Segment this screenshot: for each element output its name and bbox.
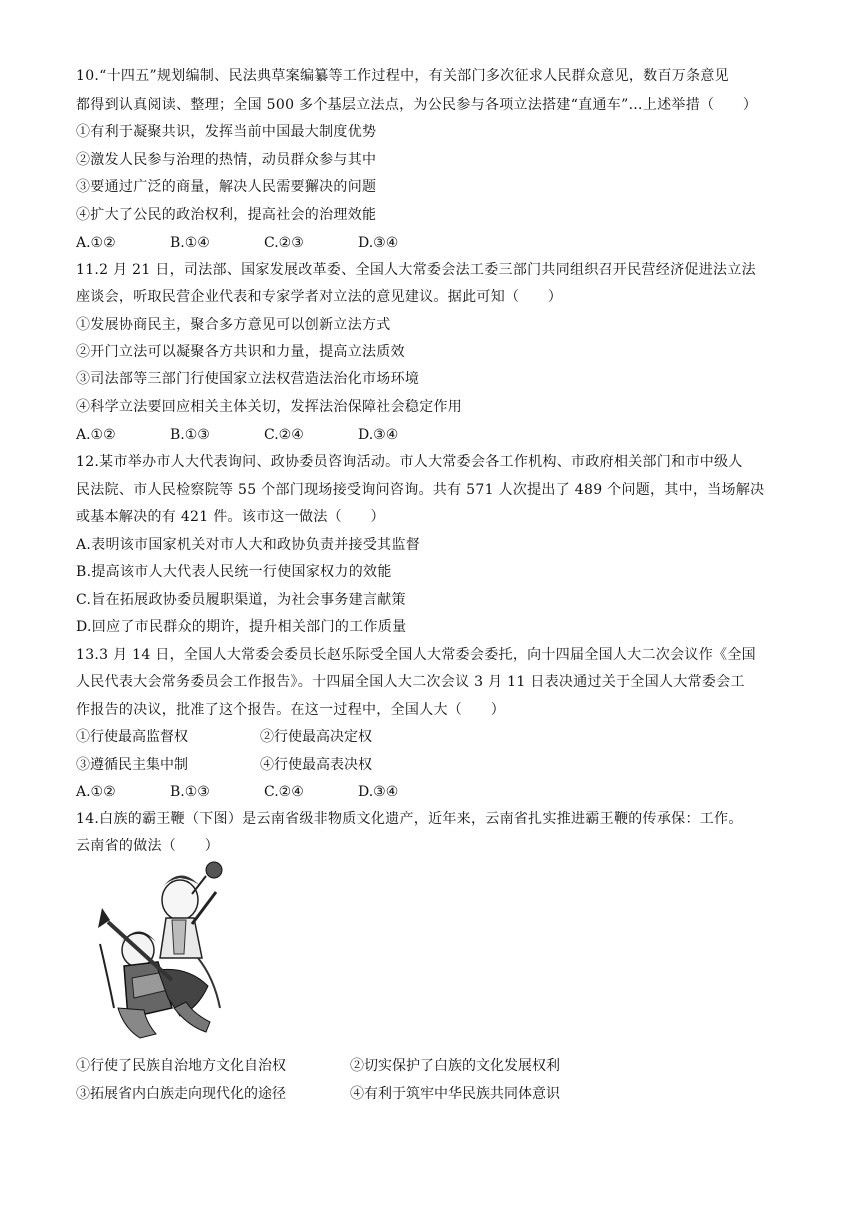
- q10-option-b[interactable]: B.①④: [170, 235, 210, 251]
- q13-options: [76, 782, 452, 802]
- q10-stem-line1: 10.“十四五”规划编制、民法典草案编纂等工作过程中，有关部门多次征求人民群众意见，数百万条意见: [76, 68, 729, 84]
- q13-item-4: ④行使最高表决权: [260, 757, 372, 773]
- q12-stem-line1: 12.某市举办市人大代表询问、政协委员咨询活动。市人大常委会各工作机构、市政府相关部门和市中级人: [76, 454, 743, 470]
- q10-option-c[interactable]: C.②③: [264, 235, 304, 251]
- q14-item-3: ③拓展省内白族走向现代化的途径: [76, 1086, 286, 1102]
- q13-items-row2: [76, 755, 372, 775]
- q11-options: [76, 425, 452, 445]
- q11-item-1: ①发展协商民主，聚合多方意见可以创新立法方式: [76, 317, 391, 333]
- q11-stem-line1: 11.2 月 21 日，司法部、国家发展改革委、全国人大常委会法工委三部门共同组织召开民营经济促进法立法: [76, 262, 756, 278]
- q12-stem-line3: 或基本解决的有 421 件。该市这一做法（ ）: [76, 509, 385, 525]
- q11-option-d[interactable]: D.③④: [358, 427, 399, 443]
- q13-option-b[interactable]: B.①③: [170, 784, 210, 800]
- q13-stem-line1: 13.3 月 14 日，全国人大常委会委员长赵乐际受全国人大常委会委托，向十四届全国人大二次会议作《全国: [76, 647, 756, 663]
- q11-item-4: ④科学立法要回应相关主体关切，发挥法治保障社会稳定作用: [76, 399, 463, 415]
- q10-options: [76, 233, 452, 253]
- q12-stem-line2: 民法院、市人民检察院等 55 个部门现场接受询问咨询。共有 571 人次提出了 489 个问题，其中，当场解决: [76, 482, 765, 498]
- q12-choice-b[interactable]: B.提高该市人大代表人民统一行使国家权力的效能: [76, 564, 392, 580]
- q10-item-1: ①有利于凝聚共识，发挥当前中国最大制度优势: [76, 124, 377, 140]
- q12-choice-c[interactable]: C.旨在拓展政协委员履职渠道，为社会事务建言献策: [76, 592, 406, 608]
- q11-option-c[interactable]: C.②④: [264, 427, 304, 443]
- q10-item-4: ④扩大了公民的政治权利，提高社会的治理效能: [76, 207, 377, 223]
- q13-option-c[interactable]: C.②④: [264, 784, 304, 800]
- q14-stem-line2: 云南省的做法（ ）: [76, 838, 219, 854]
- q12-choice-a[interactable]: A.表明该市国家机关对市人大和政协负责并接受其监督: [76, 537, 421, 553]
- q10-option-d[interactable]: D.③④: [358, 235, 399, 251]
- q13-stem-line3: 作报告的决议，批准了这个报告。在这一过程中，全国人大（ ）: [76, 702, 505, 718]
- q11-option-a[interactable]: A.①②: [76, 427, 116, 443]
- q11-option-b[interactable]: B.①③: [170, 427, 210, 443]
- q14-item-4: ④有利于筑牢中华民族共同体意识: [350, 1086, 560, 1102]
- q13-items-row1: [76, 727, 372, 747]
- q10-item-3: ③要通过广泛的商量，解决人民需要獬决的问题: [76, 179, 377, 195]
- bawangbian-dance-illustration: [88, 858, 236, 1046]
- q12-choice-d[interactable]: D.回应了市民群众的期许，提升相关部门的工作质量: [76, 619, 407, 635]
- q13-item-2: ②行使最高决定权: [260, 729, 372, 745]
- q13-stem-line2: 人民代表大会常务委员会工作报告》。十四届全国人大二次会议 3 月 11 日表决通过关于全国人大常委会工: [76, 674, 745, 690]
- q11-item-3: ③司法部等三部门行使国家立法权营造法治化市场环境: [76, 371, 420, 387]
- q13-option-d[interactable]: D.③④: [358, 784, 399, 800]
- q10-option-a[interactable]: A.①②: [76, 235, 116, 251]
- q11-item-2: ②开门立法可以凝聚各方共识和力量，提高立法质效: [76, 344, 405, 360]
- q14-stem-line1: 14.白族的霸王鞭（下图）是云南省级非物质文化遗产，近年来，云南省扎实推进霸王鞭的传承保：工作。: [76, 811, 743, 827]
- q10-item-2: ②激发人民参与治理的热情，动员群众参与其中: [76, 152, 377, 168]
- q13-item-3: ③遵循民主集中制: [76, 757, 188, 773]
- q14-item-1: ①行使了民族自治地方文化自治权: [76, 1058, 286, 1074]
- q14-items-row1: [76, 1056, 560, 1076]
- q14-items-row2: [76, 1084, 560, 1104]
- q14-item-2: ②切实保护了白族的文化发展权利: [350, 1058, 560, 1074]
- q10-stem-line2: 都得到认真阅读、整理；全国 500 多个基层立法点，为公民参与各项立法搭建“直通车”…上述举措（ ）: [76, 97, 758, 113]
- q13-option-a[interactable]: A.①②: [76, 784, 116, 800]
- q11-stem-line2: 座谈会，听取民营企业代表和专家学者对立法的意见建议。据此可知（ ）: [76, 289, 563, 305]
- q13-item-1: ①行使最高监督权: [76, 729, 188, 745]
